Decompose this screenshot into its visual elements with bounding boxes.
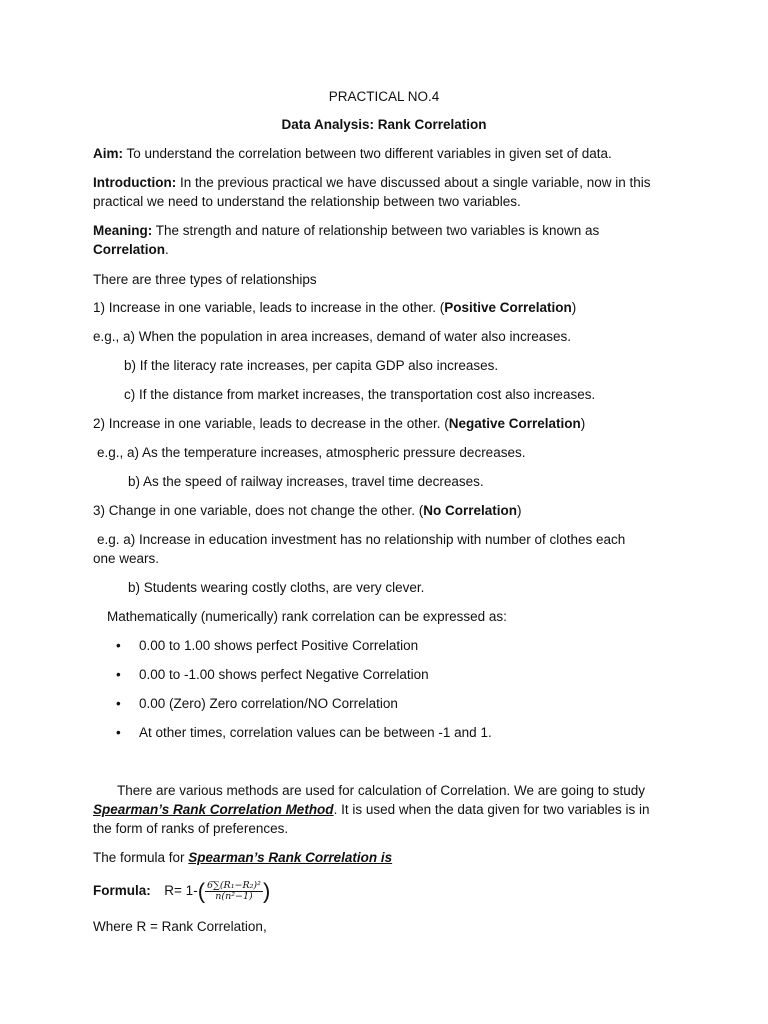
type1-end: )	[571, 300, 577, 315]
type3-text: 3) Change in one variable, does not change the other. (	[93, 503, 424, 518]
bullet-dot: •	[116, 638, 121, 653]
introduction-line-2: practical we need to understand the relationship between two variables.	[93, 194, 521, 209]
methods-line-2-rest: . It is used when the data given for two variables is in	[333, 802, 650, 817]
formula-intro	[93, 849, 392, 867]
meaning-line-2	[93, 241, 169, 259]
type2-end: )	[580, 416, 586, 431]
formula-intro-emph: Spearman’s Rank Correlation is	[188, 850, 393, 865]
type3-bold: No Correlation	[423, 503, 517, 518]
aim-paragraph	[93, 145, 612, 163]
type2-bold: Negative Correlation	[448, 416, 581, 431]
page-subtitle: Data Analysis: Rank Correlation	[281, 117, 487, 132]
introduction-text-1: In the previous practical we have discussed about a single variable, now in this	[176, 175, 651, 190]
type3-example-a-line-2: one wears.	[93, 551, 160, 566]
type1-bold: Positive Correlation	[444, 300, 572, 315]
bullet-dot: •	[116, 696, 121, 711]
bullet-item-4: At other times, correlation values can be between -1 and 1.	[139, 725, 492, 740]
bullet-item-1: 0.00 to 1.00 shows perfect Positive Correlation	[139, 638, 419, 653]
methods-line-3: the form of ranks of preferences.	[93, 821, 289, 836]
type3-end: )	[517, 503, 522, 518]
type1-line	[93, 299, 576, 317]
type3-line	[93, 502, 522, 520]
type3-example-b: b) Students wearing costly cloths, are very clever.	[128, 580, 425, 595]
formula-line	[93, 876, 270, 908]
types-intro: There are three types of relationships	[93, 272, 317, 287]
type1-example-c: c) If the distance from market increases, the transportation cost also increases.	[124, 387, 596, 402]
bullet-item-3: 0.00 (Zero) Zero correlation/NO Correlation	[139, 696, 398, 711]
introduction-line-1	[93, 174, 651, 192]
bullet-dot: •	[116, 725, 121, 740]
type2-example-a: e.g., a) As the temperature increases, atmospheric pressure decreases.	[97, 445, 526, 460]
methods-line-1: There are various methods are used for calculation of Correlation. We are going to study	[117, 783, 646, 798]
meaning-label: Meaning:	[93, 223, 153, 238]
type1-text: 1) Increase in one variable, leads to increase in the other. (	[93, 300, 445, 315]
meaning-term: Correlation	[93, 242, 166, 257]
formula-fraction	[205, 881, 263, 902]
bullet-dot: •	[116, 667, 121, 682]
type2-line	[93, 415, 585, 433]
type2-text: 2) Increase in one variable, leads to decrease in the other. (	[93, 416, 449, 431]
type1-example-a: e.g., a) When the population in area increases, demand of water also increases.	[93, 329, 572, 344]
page-title: PRACTICAL NO.4	[328, 89, 440, 104]
math-intro: Mathematically (numerically) rank correlation can be expressed as:	[107, 609, 507, 624]
where-line: Where R = Rank Correlation,	[93, 919, 267, 934]
formula-denominator: n(n²−1)	[215, 890, 253, 902]
formula-lhs: R= 1-	[164, 883, 198, 898]
introduction-label: Introduction:	[93, 175, 177, 190]
meaning-term-end: .	[165, 242, 169, 257]
method-name: Spearman’s Rank Correlation Method	[93, 802, 334, 817]
formula-open-paren: (	[197, 878, 206, 904]
bullet-item-2: 0.00 to -1.00 shows perfect Negative Correlation	[139, 667, 429, 682]
formula-close-paren: )	[262, 878, 271, 904]
formula-intro-text: The formula for	[93, 850, 189, 865]
aim-label: Aim:	[93, 146, 123, 161]
formula-label: Formula:	[93, 883, 151, 898]
formula-numerator: 6∑(R₁−R₂)²	[207, 879, 261, 891]
type1-example-b: b) If the literacy rate increases, per capita GDP also increases.	[124, 358, 499, 373]
type2-example-b: b) As the speed of railway increases, travel time decreases.	[128, 474, 484, 489]
methods-line-2	[93, 801, 649, 819]
meaning-text-1: The strength and nature of relationship between two variables is known as	[152, 223, 600, 238]
aim-text: To understand the correlation between two different variables in given set of data.	[123, 146, 612, 161]
type3-example-a-line-1: e.g. a) Increase in education investment has no relationship with number of clothes each	[97, 532, 626, 547]
meaning-line-1	[93, 222, 599, 240]
